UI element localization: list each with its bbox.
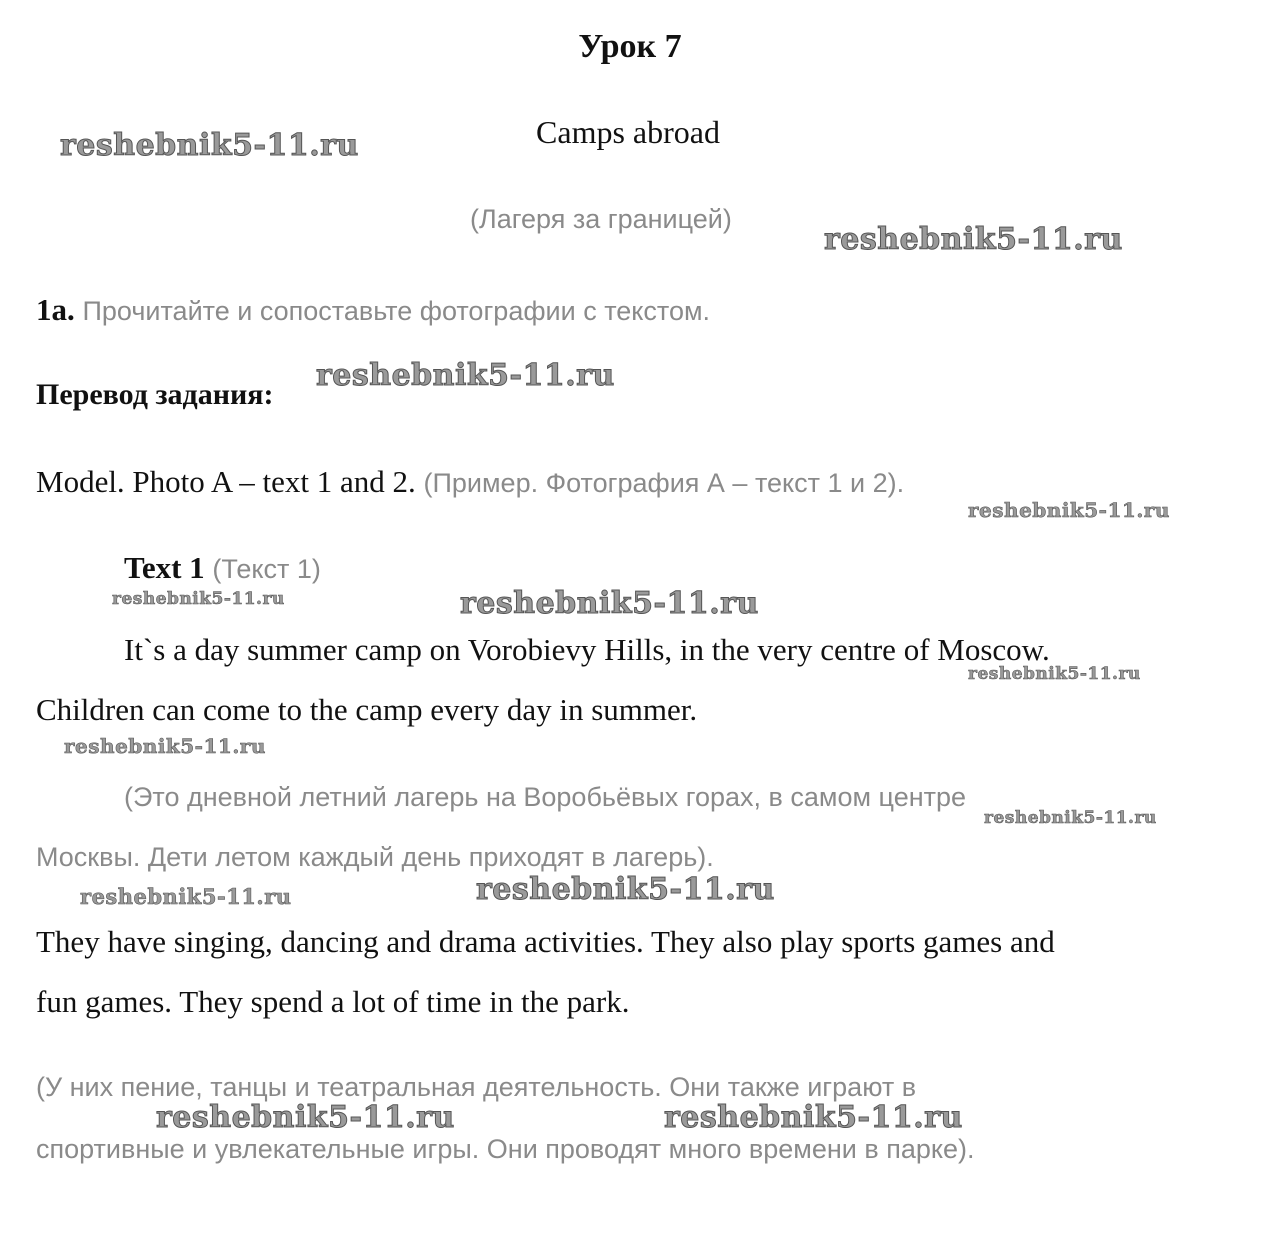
watermark: reshebnik5-11.ru bbox=[64, 734, 266, 758]
text1-heading: Text 1 bbox=[124, 550, 205, 585]
page-title: Урок 7 bbox=[578, 28, 682, 65]
watermark: reshebnik5-11.ru bbox=[476, 872, 775, 907]
text1-para1-ru-line1: (Это дневной летний лагерь на Воробьёвых горах, в самом центре bbox=[124, 782, 967, 812]
task-number: 1a. bbox=[36, 292, 75, 327]
watermark: reshebnik5-11.ru bbox=[316, 358, 615, 393]
topic-russian: (Лагеря за границей) bbox=[470, 204, 732, 234]
text1-para1-line2: Children can come to the camp every day in summer. bbox=[36, 692, 698, 727]
text1-para1-ru-line2: Москвы. Дети летом каждый день приходят в лагерь). bbox=[36, 842, 714, 872]
topic-english: Camps abroad bbox=[536, 114, 720, 150]
text1-para2-ru-line1: (У них пение, танцы и театральная деятельность. Они также играют в bbox=[36, 1072, 917, 1102]
watermark: reshebnik5-11.ru bbox=[968, 498, 1170, 522]
task-instruction: Прочитайте и сопоставьте фотографии с текстом. bbox=[82, 296, 711, 326]
text1-heading-russian: (Текст 1) bbox=[212, 554, 321, 584]
watermark: reshebnik5-11.ru bbox=[60, 128, 359, 163]
model-russian: (Пример. Фотография А – текст 1 и 2). bbox=[423, 468, 905, 498]
translation-heading: Перевод задания: bbox=[36, 378, 274, 411]
watermark: reshebnik5-11.ru bbox=[824, 222, 1123, 257]
watermark: reshebnik5-11.ru bbox=[664, 1100, 963, 1135]
watermark: reshebnik5-11.ru bbox=[80, 884, 292, 909]
text1-para2-line2: fun games. They spend a lot of time in the park. bbox=[36, 984, 630, 1019]
watermark: reshebnik5-11.ru bbox=[156, 1100, 455, 1135]
text1-para1-line1: It`s a day summer camp on Vorobievy Hills, in the very centre of Moscow. bbox=[124, 632, 1050, 667]
model-line bbox=[36, 464, 904, 500]
model-english: Model. Photo A – text 1 and 2. bbox=[36, 464, 416, 499]
watermark: reshebnik5-11.ru bbox=[984, 808, 1157, 828]
task-line bbox=[36, 292, 710, 328]
text1-heading-line bbox=[124, 550, 321, 586]
watermark: reshebnik5-11.ru bbox=[460, 586, 759, 621]
watermark: reshebnik5-11.ru bbox=[968, 664, 1141, 684]
text1-para2-ru-line2: спортивные и увлекательные игры. Они проводят много времени в парке). bbox=[36, 1134, 975, 1164]
text1-para2-line1: They have singing, dancing and drama activities. They also play sports games and bbox=[36, 924, 1055, 959]
watermark: reshebnik5-11.ru bbox=[112, 589, 285, 609]
